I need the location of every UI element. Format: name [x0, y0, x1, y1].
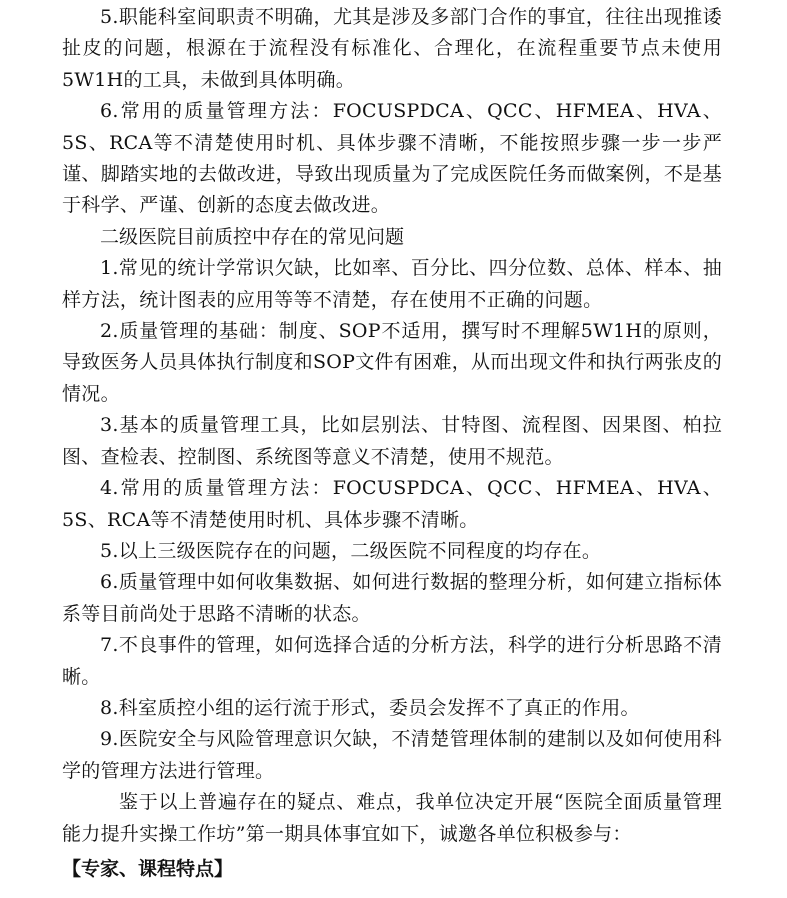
document-page: [62, 2, 722, 885]
list-item: 9.医院安全与风险管理意识欠缺，不清楚管理体制的建制以及如何使用科学的管理方法进行管理。: [62, 728, 722, 782]
paragraph-item-5-departments: 5.职能科室间职责不明确，尤其是涉及多部门合作的事宜，往往出现推诿扯皮的问题，根源在于流程没有标准化、合理化，在流程重要节点未使用5W1H的工具，未做到具体明确。: [62, 6, 722, 91]
subheading-secondary-hospital-issues: 二级医院目前质控中存在的常见问题: [100, 225, 405, 248]
list-item: 6.质量管理中如何收集数据、如何进行数据的整理分析，如何建立指标体系等目前尚处于思路不清晰的状态。: [62, 571, 722, 625]
paragraph-item-6-methods: 6.常用的质量管理方法：FOCUSPDCA、QCC、HFMEA、HVA、5S、RCA等不清楚使用时机、具体步骤不清晰，不能按照步骤一步一步严谨、脚踏实地的去做改进，导致出现质量为了完成医院任务而做案例，不是基于科学、严谨、创新的态度去做改进。: [62, 100, 722, 217]
list-item: 8.科室质控小组的运行流于形式，委员会发挥不了真正的作用。: [100, 696, 640, 719]
closing-paragraph: 鉴于以上普遍存在的疑点、难点，我单位决定开展“医院全面质量管理能力提升实操工作坊”第一期具体事宜如下，诚邀各单位积极参与：: [62, 791, 722, 845]
list-item: 4.常用的质量管理方法：FOCUSPDCA、QCC、HFMEA、HVA、5S、RCA等不清楚使用时机、具体步骤不清晰。: [62, 477, 722, 531]
list-item: 2.质量管理的基础：制度、SOP不适用，撰写时不理解5W1H的原则，导致医务人员具体执行制度和SOP文件有困难，从而出现文件和执行两张皮的情况。: [62, 320, 722, 405]
section-title-experts-course-features: 【专家、课程特点】: [62, 857, 234, 880]
list-item: 7.不良事件的管理，如何选择合适的分析方法，科学的进行分析思路不清晰。: [62, 634, 722, 688]
list-item: 1.常见的统计学常识欠缺，比如率、百分比、四分位数、总体、样本、抽样方法，统计图表的应用等等不清楚，存在使用不正确的问题。: [62, 257, 722, 311]
list-item: 3.基本的质量管理工具，比如层别法、甘特图、流程图、因果图、柏拉图、查检表、控制图、系统图等意义不清楚，使用不规范。: [62, 414, 722, 468]
list-item: 5.以上三级医院存在的问题，二级医院不同程度的均存在。: [100, 539, 602, 562]
